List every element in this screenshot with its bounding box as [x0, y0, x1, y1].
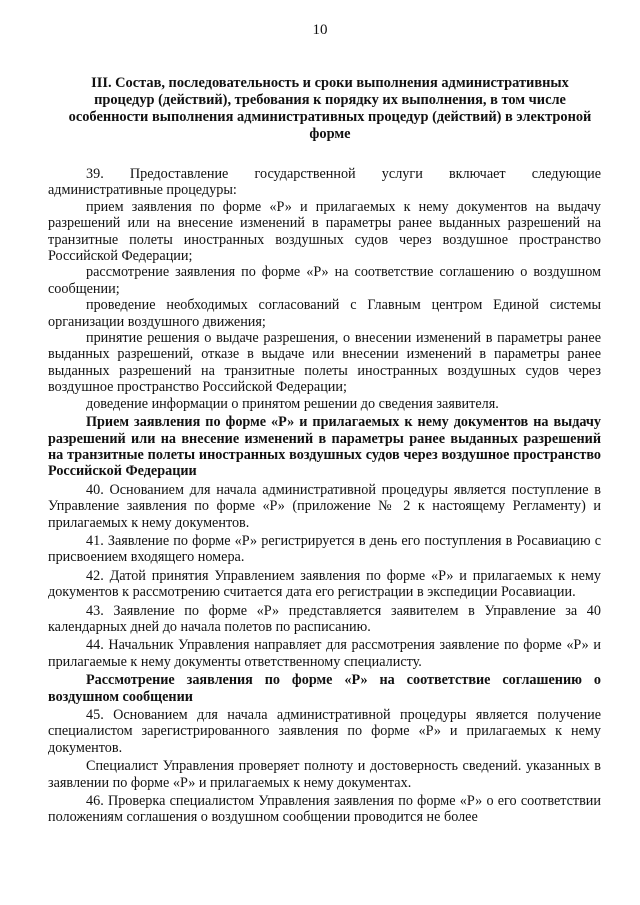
paragraph: Специалист Управления проверяет полноту и достоверность сведений. указанных в заявлении по форме «Р» и прилагаемых к нему документах. [48, 758, 601, 791]
page-number: 10 [312, 22, 328, 38]
paragraph: 42. Датой принятия Управлением заявления по форме «Р» и прилагаемых к нему документов к рассмотрению считается дата его регистрации в экспедиции Росавиации. [48, 567, 601, 601]
list-item: принятие решения о выдаче разрешения, о внесении изменений в параметры ранее выданных разрешений, отказе в выдаче или внесении изменений в параметры ранее выданных разрешений на транзитные полеты иностранных воздушных судов через воздушное пространство Российской Федерации; [48, 330, 601, 396]
paragraph: 39. Предоставление государственной услуги включает следующие административные процедуры: [48, 166, 601, 199]
subsection-heading: Рассмотрение заявления по форме «Р» на соответствие соглашению о воздушном сообщении [48, 672, 601, 705]
paragraph: 45. Основанием для начала административной процедуры является получение специалистом зарегистрированного заявления по форме «Р» и прилагаемых к нему документов. [48, 707, 601, 756]
subsection-heading: Прием заявления по форме «Р» и прилагаемых к нему документов на выдачу разрешений или на внесение изменений в параметры ранее выданных разрешений на транзитные полеты иностранных воздушных судов через воздушное пространство Российской Федерации [48, 414, 601, 480]
list-item: доведение информации о принятом решении до сведения заявителя. [86, 395, 499, 412]
paragraph: 40. Основанием для начала административной процедуры является поступление в Управление заявления по форме «Р» (приложение № 2 к настоящему Регламенту) и прилагаемых к нему документов. [48, 481, 601, 531]
list-item: прием заявления по форме «Р» и прилагаемых к нему документов на выдачу разрешений или на внесение изменений в параметры ранее выданных разрешений на транзитные полеты иностранных воздушных судов через воздушное пространство Российской Федерации; [48, 198, 601, 265]
list-item: проведение необходимых согласований с Главным центром Единой системы организации воздушного движения; [48, 297, 601, 330]
list-item: рассмотрение заявления по форме «Р» на соответствие соглашению о воздушном сообщении; [48, 264, 601, 297]
body-text [48, 166, 601, 826]
paragraph: 44. Начальник Управления направляет для рассмотрения заявление по форме «Р» и прилагаемые к нему документы ответственному специалисту. [48, 637, 601, 670]
paragraph: 46. Проверка специалистом Управления заявления по форме «Р» о его соответствии положениям соглашения о воздушном сообщении проводится не более [48, 793, 601, 826]
paragraph: 41. Заявление по форме «Р» регистрируется в день его поступления в Росавиацию с присвоением входящего номера. [48, 532, 601, 566]
paragraph: 43. Заявление по форме «Р» представляется заявителем в Управление за 40 календарных дней до начала полетов по расписанию. [48, 602, 601, 635]
section-heading: III. Состав, последовательность и сроки выполнения административных процедур (действий), требования к порядку их выполнения, в том числе особенности выполнения административных процедур (действий) в электроной форме [68, 75, 592, 142]
